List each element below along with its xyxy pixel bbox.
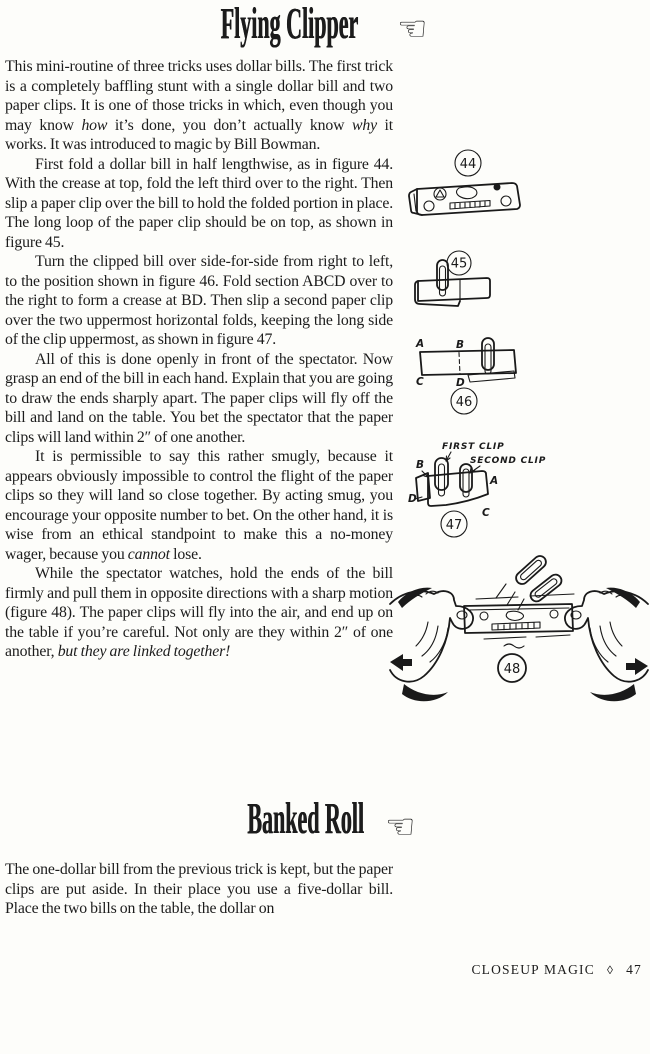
page-number: 47 [626, 962, 642, 977]
corner-label-c: C [482, 507, 490, 519]
figure-47-illustration [398, 436, 573, 538]
section-title: Flying Clipper [221, 0, 359, 48]
figure-number: 46 [455, 395, 473, 410]
corner-label-b: B [416, 459, 425, 471]
figure-44-illustration [402, 146, 542, 224]
paperclip-drawing [437, 260, 448, 296]
section-title: Banked Roll [247, 794, 365, 843]
section-heading-banked-roll [0, 794, 612, 843]
second-clip-label: SECOND CLIP [470, 456, 547, 466]
corner-label-a: A [416, 338, 425, 350]
figure-number: 48 [503, 662, 521, 677]
figure-44 [402, 146, 542, 229]
paperclip-drawing [482, 338, 494, 374]
figure-number: 47 [445, 518, 463, 533]
figure-45-illustration [404, 250, 514, 314]
arrow-right-icon [626, 658, 648, 675]
section-body-flying-clipper [5, 57, 393, 662]
manicule-icon: ☜ [385, 807, 416, 847]
paragraph: While the spectator watches, hold the ends of the bill firmly and pull them in opposite directions with a sharp motion (figure 48). The paper clips will fly into the air, and end up on the table if you’re careful. Not only are they within 2″ of one another, but they are linked together! [5, 565, 393, 660]
paragraph: This mini-routine of three tricks uses dollar bills. The first trick is a completely baffling stunt with a single dollar bill and two paper clips. It is one of those tricks in which, even though you may know how it’s done, you don’t actually know why it works. It was introduced to magic by Bill Bowman. [5, 58, 394, 153]
paragraph: The one-dollar bill from the previous trick is kept, but the paper clips are put aside. In their place you use a five-dollar bill. Place the two bills on the table, the dollar on [5, 861, 393, 917]
figure-47 [398, 436, 573, 543]
figure-number: 44 [459, 157, 477, 172]
manicule-icon: ☜ [397, 9, 428, 49]
figure-number-badge [447, 251, 471, 275]
right-hand-drawing [565, 588, 648, 702]
paperclip-drawing [435, 458, 448, 496]
figure-48 [388, 542, 650, 717]
first-clip-label: FIRST CLIP [442, 442, 505, 452]
section-body-banked-roll [5, 860, 393, 919]
corner-label-b: B [456, 339, 465, 351]
corner-label-d: D [408, 493, 417, 505]
figure-number-badge [451, 388, 477, 414]
paragraph: All of this is done openly in front of the spectator. Now grasp an end of the bill in each hand. Explain that you are going to draw the ends sharply apart. The paper clips will fly off the bill and land on the table. You bet the spectator that the paper clips will land within 2″ of one another. [5, 350, 393, 446]
motion-lines [476, 594, 574, 648]
figure-45 [404, 250, 514, 319]
running-head: CLOSEUP MAGIC [471, 962, 595, 977]
paperclip-drawing [460, 464, 472, 497]
corner-label-d: D [456, 377, 465, 389]
clipped-bill-drawing [420, 338, 516, 382]
figure-number: 45 [450, 256, 468, 272]
corner-label-a: A [490, 475, 499, 487]
figure-number-badge [441, 511, 467, 537]
section-heading-flying-clipper [0, 0, 580, 49]
left-hand-drawing [390, 588, 473, 702]
figure-48-illustration [388, 542, 650, 712]
figure-46 [402, 332, 532, 423]
figure-number-badge [455, 150, 481, 176]
paragraph: First fold a dollar bill in half lengthwise, as in figure 44. With the crease at top, fold the left third over to the right. Then slip a paper clip over the bill to hold the folded portion in place. The long loop of the paper clip should be on top, as shown in figure 45. [5, 155, 393, 251]
paragraph: It is permissible to say this rather smugly, because it appears obviously impossible to control the flight of the paper clips so they will land so close together. By acting smug, you encourage your opposite number to bet. On the other hand, it is wise from an ethical standpoint to make this a no-money wager, because you cannot lose. [5, 448, 393, 563]
paragraph: Turn the clipped bill over side-for-side from right to left, to the position shown in figure 46. Fold section ABCD over to the right to form a crease at BD. Then slip a second paper clip over the two uppermost horizontal folds, keeping the long side of the clip uppermost, as shown in figure 47. [5, 253, 393, 348]
folded-bill-drawing [409, 183, 520, 215]
page-footer [471, 962, 642, 978]
diamond-icon: ◊ [606, 963, 615, 977]
figure-number-badge [498, 654, 526, 682]
linked-paperclips-drawing [496, 553, 564, 610]
figure-46-illustration [402, 332, 532, 418]
corner-label-c: C [416, 376, 424, 388]
arrow-left-icon [390, 654, 412, 671]
